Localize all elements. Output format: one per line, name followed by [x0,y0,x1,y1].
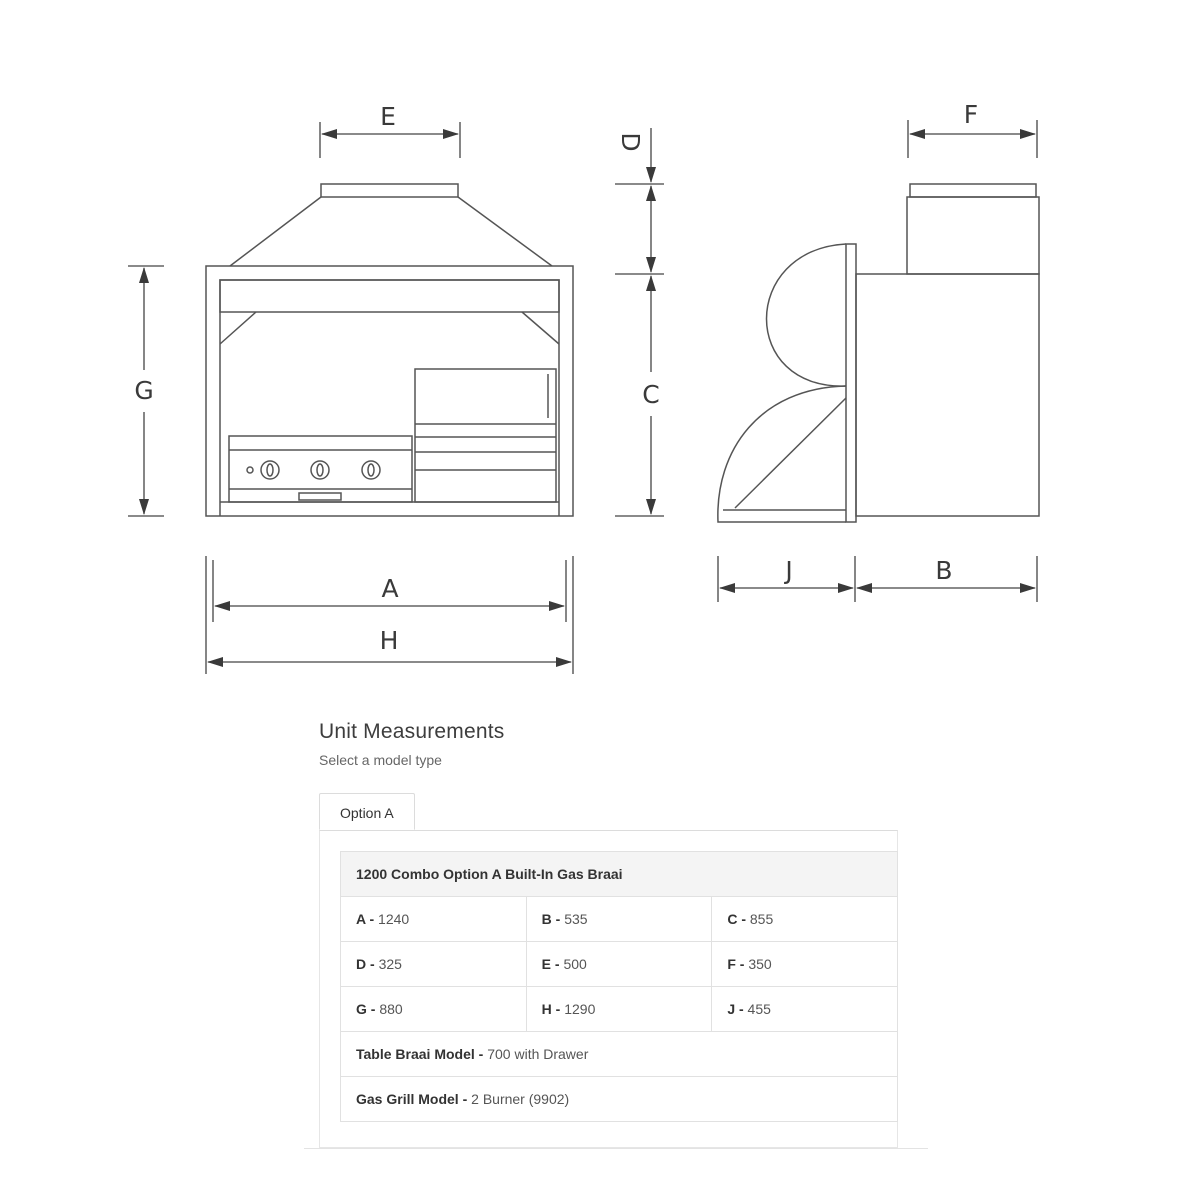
side-chimney [907,197,1039,274]
gas-grill-model-key: Gas Grill Model - [356,1091,468,1107]
label-e: E [380,102,396,131]
dimension-cell [526,897,712,942]
dimension-value: 350 [748,956,772,972]
side-chimney-cap [910,184,1036,197]
dimension-value: 535 [564,911,588,927]
tab-option-a[interactable]: Option A [319,793,415,830]
dimension-key: B - [541,911,561,927]
dimension-cell [712,942,898,987]
hood [230,197,552,266]
interior-slants [220,312,559,344]
label-f: F [963,100,979,129]
dimension-key: C - [727,911,746,927]
lower-table-curve [718,386,846,522]
dimension-value: 855 [749,911,774,927]
table-braai-model-value: 700 with Drawer [487,1046,589,1062]
dimension-key: J - [727,1001,744,1017]
dimension-value: 325 [378,956,402,972]
label-d: D [616,132,645,152]
gas-grill-model-cell [341,1077,898,1122]
section-title: Unit Measurements [319,720,505,743]
side-dimensions [615,120,1037,602]
table-braai-model-cell [341,1032,898,1077]
label-b: B [935,556,953,585]
model-tabs [319,793,415,831]
outer-frame [206,266,573,516]
table-row [341,942,898,987]
dimension-key: D - [356,956,375,972]
inner-opening [220,280,559,516]
table-braai-model-key: Table Braai Model - [356,1046,484,1062]
dimension-cell [712,987,898,1032]
gas-grill-model-value: 2 Burner (9902) [471,1091,570,1107]
front-dimensions [128,122,573,674]
dimension-key: E - [541,956,560,972]
dimension-value: 1240 [378,911,410,927]
table-row [341,1077,898,1122]
dimension-value: 1290 [564,1001,596,1017]
side-body [856,274,1039,516]
dimension-cell [341,942,527,987]
label-j: J [785,556,793,585]
label-h: H [379,626,399,655]
table-braai-unit [415,369,556,502]
unit-measurements-section [319,720,899,768]
side-view [718,184,1039,522]
dimension-cell [526,942,712,987]
table-row [341,1032,898,1077]
dimension-cell [341,897,527,942]
burner-knob-icon [311,461,329,479]
table-header-row [341,852,898,897]
dimension-key: F - [727,956,745,972]
table-heading: 1200 Combo Option A Built-In Gas Braai [341,852,898,897]
dimension-cell [341,987,527,1032]
dimension-value: 455 [747,1001,771,1017]
label-a: A [381,574,399,603]
lintel [220,280,559,312]
dimension-value: 880 [379,1001,403,1017]
dimension-key: H - [541,1001,561,1017]
upper-dome [767,244,847,386]
dimension-key: G - [356,1001,376,1017]
table-row [341,987,898,1032]
section-divider [304,1148,928,1149]
table-row [341,897,898,942]
dimension-cell [526,987,712,1032]
dimension-cell [712,897,898,942]
burner-knob-icon [261,461,279,479]
side-front-panel [846,244,856,522]
measurements-table [340,851,898,1122]
label-c: C [642,380,660,409]
dimension-key: A - [356,911,375,927]
gas-grill-unit [229,436,412,502]
section-subtitle: Select a model type [319,752,442,768]
front-view [206,184,573,516]
dimension-value: 500 [563,956,587,972]
grill-drawer-handle [299,493,341,500]
label-g: G [134,376,154,405]
ignition-button-icon [247,467,253,473]
burner-knob-icon [362,461,380,479]
chimney-cap [321,184,458,197]
